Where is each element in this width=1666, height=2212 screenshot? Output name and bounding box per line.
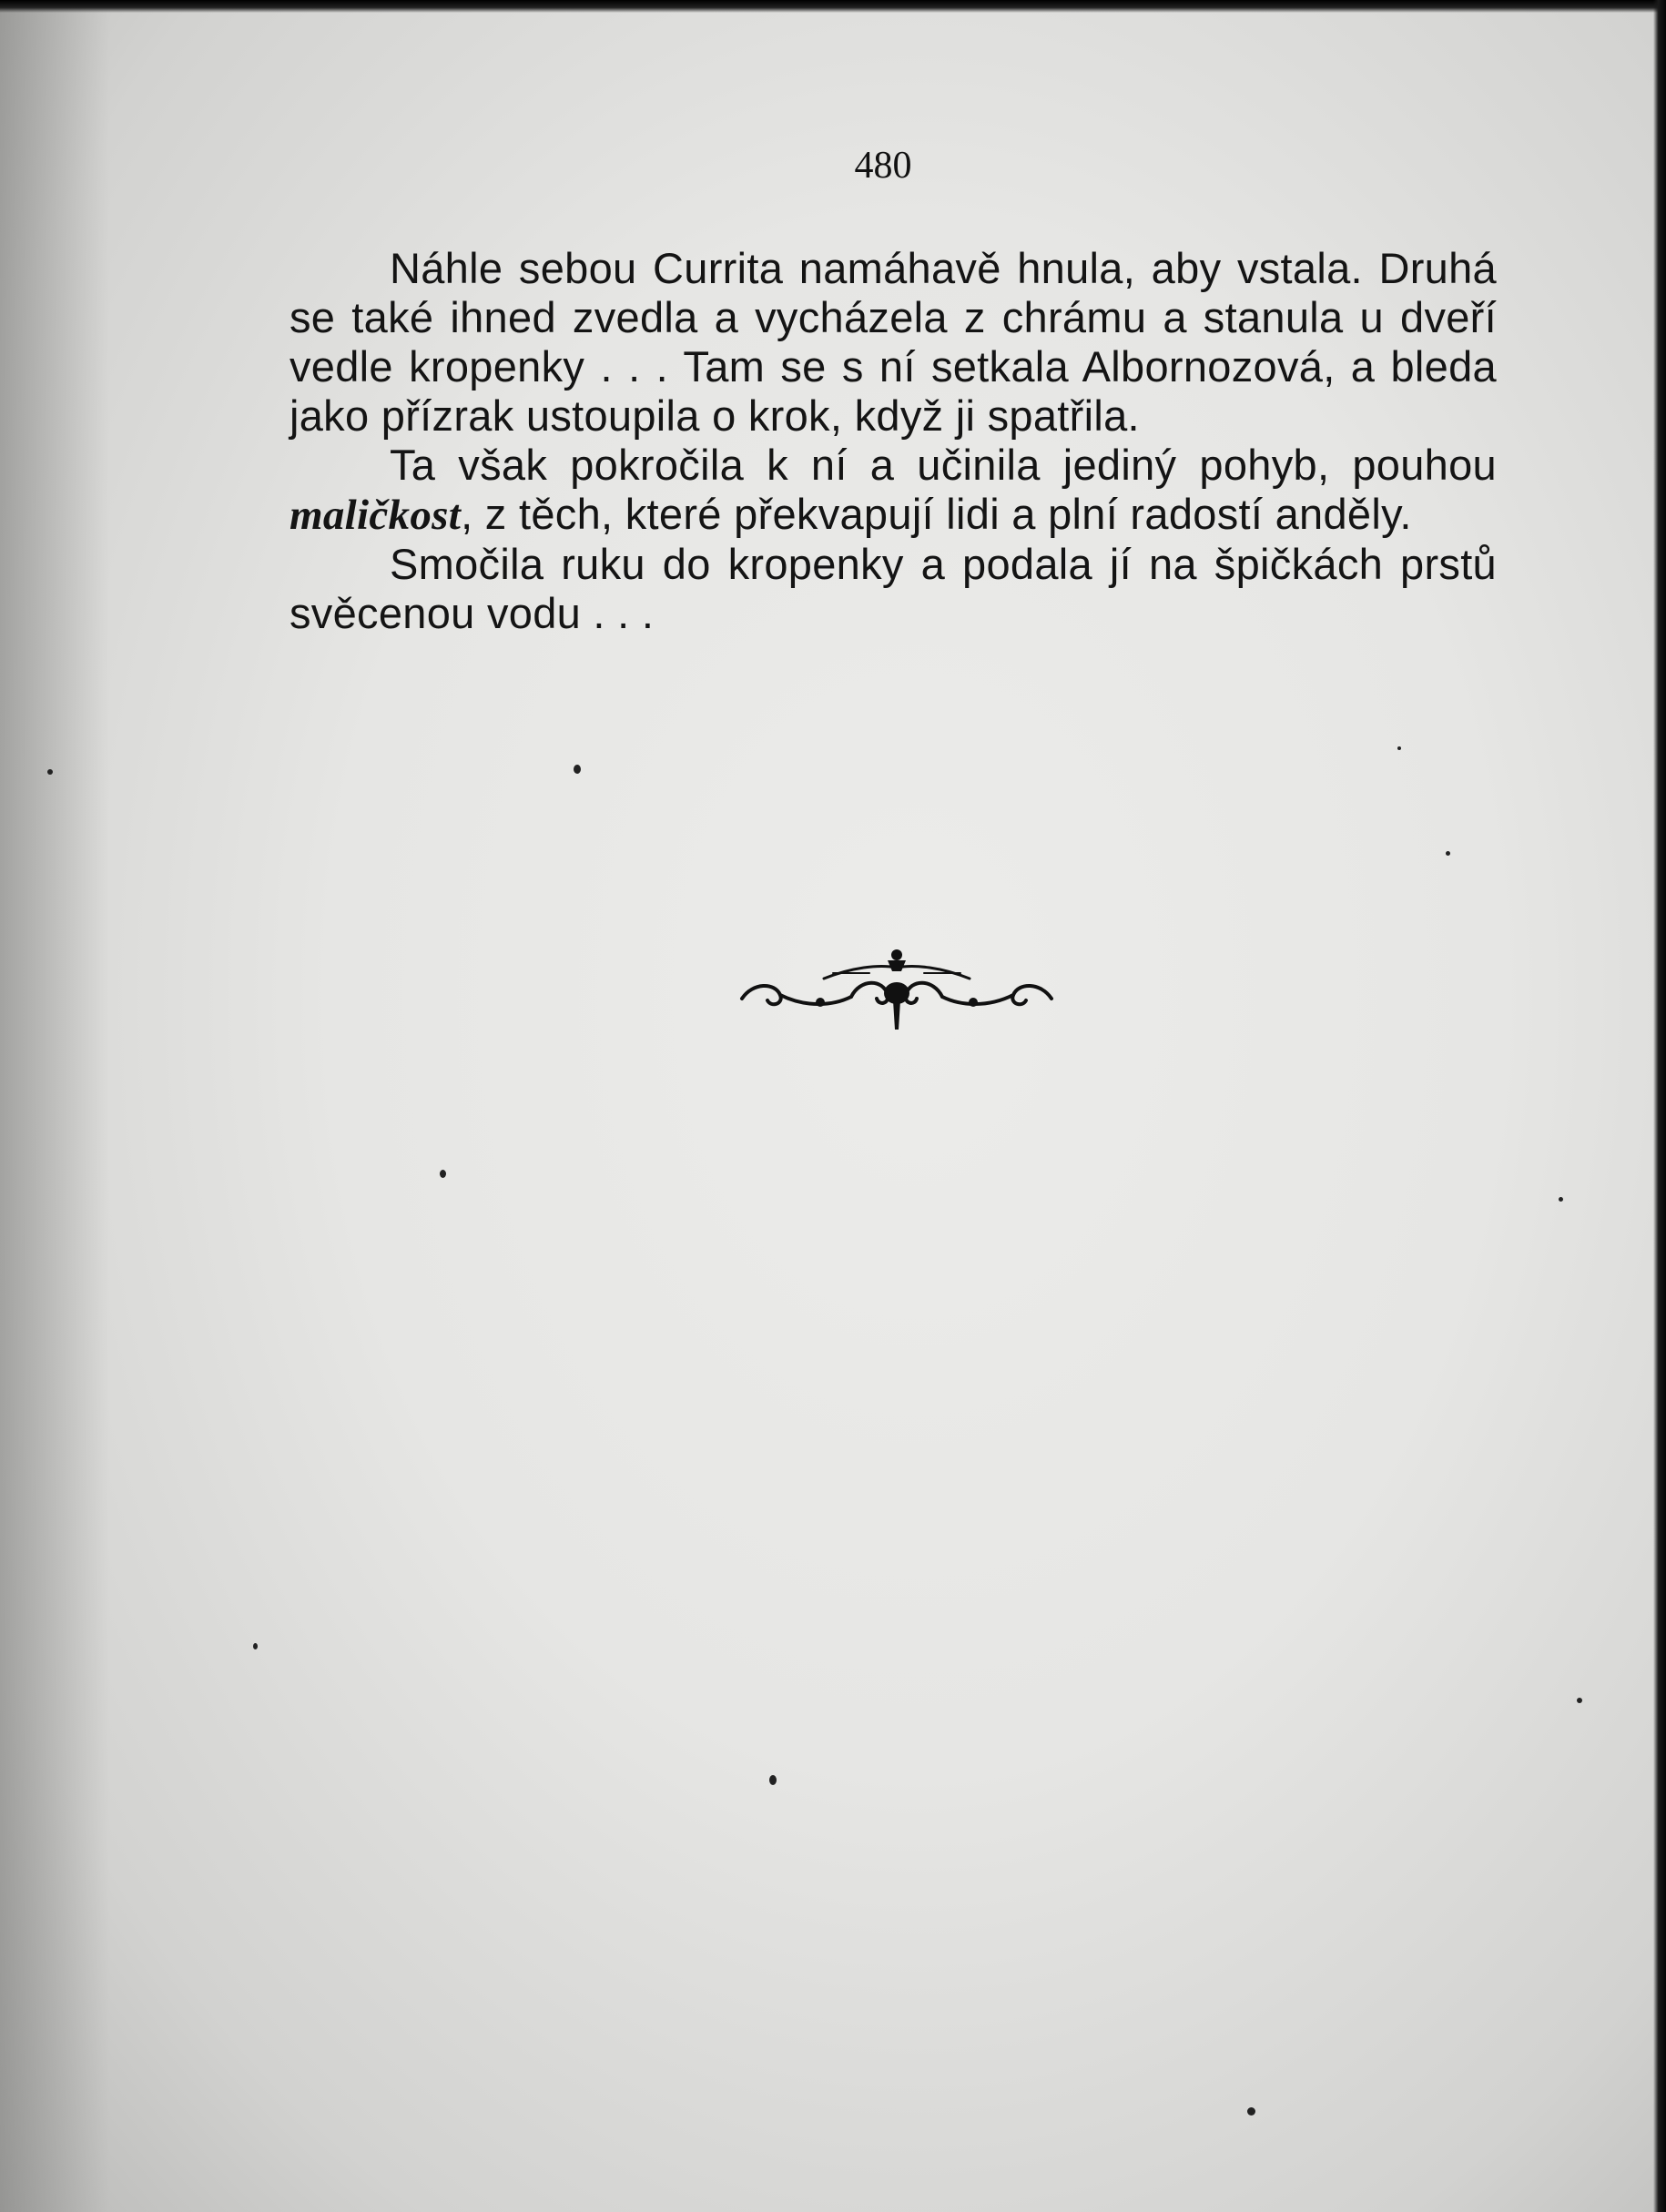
- emphasis-word: maličkost: [290, 492, 462, 539]
- speck: [253, 1643, 258, 1649]
- speck: [1559, 1197, 1563, 1202]
- speck: [440, 1170, 446, 1178]
- body-text: [290, 244, 1497, 638]
- paragraph-2-before: Ta však pokročila k ní a učinila jediný pohyb, pouhou: [390, 441, 1497, 489]
- speck: [47, 769, 53, 775]
- scan-right-edge: [1653, 0, 1666, 2212]
- scan-top-edge: [0, 0, 1666, 13]
- speck: [1577, 1698, 1582, 1703]
- speck: [769, 1775, 777, 1785]
- speck: [1247, 2107, 1255, 2116]
- speck: [1397, 746, 1401, 750]
- paragraph-2: [290, 441, 1497, 540]
- speck: [1446, 851, 1450, 856]
- scroll-flourish-ornament-icon: [733, 942, 1061, 1033]
- page-number: 480: [854, 145, 912, 187]
- page-shadow: [0, 0, 109, 2212]
- paragraph-3-text: Smočila ruku do kropenky a podala jí na špičkách prstů svěcenou vodu . . .: [290, 540, 1497, 637]
- speck: [574, 765, 581, 774]
- paragraph-3: [290, 540, 1497, 638]
- paragraph-1: [290, 244, 1497, 441]
- paragraph-2-after: , z těch, které překvapují lidi a plní radostí anděly.: [461, 490, 1412, 538]
- paragraph-1-text: Náhle sebou Currita namáhavě hnula, aby vstala. Druhá se také ihned zvedla a vycházela z chrámu a stanula u dveří vedle kropenky . . . Tam se s ní setkala Albornozová, a bleda jako přízrak ustoupila o krok, když ji spatřila.: [290, 244, 1497, 440]
